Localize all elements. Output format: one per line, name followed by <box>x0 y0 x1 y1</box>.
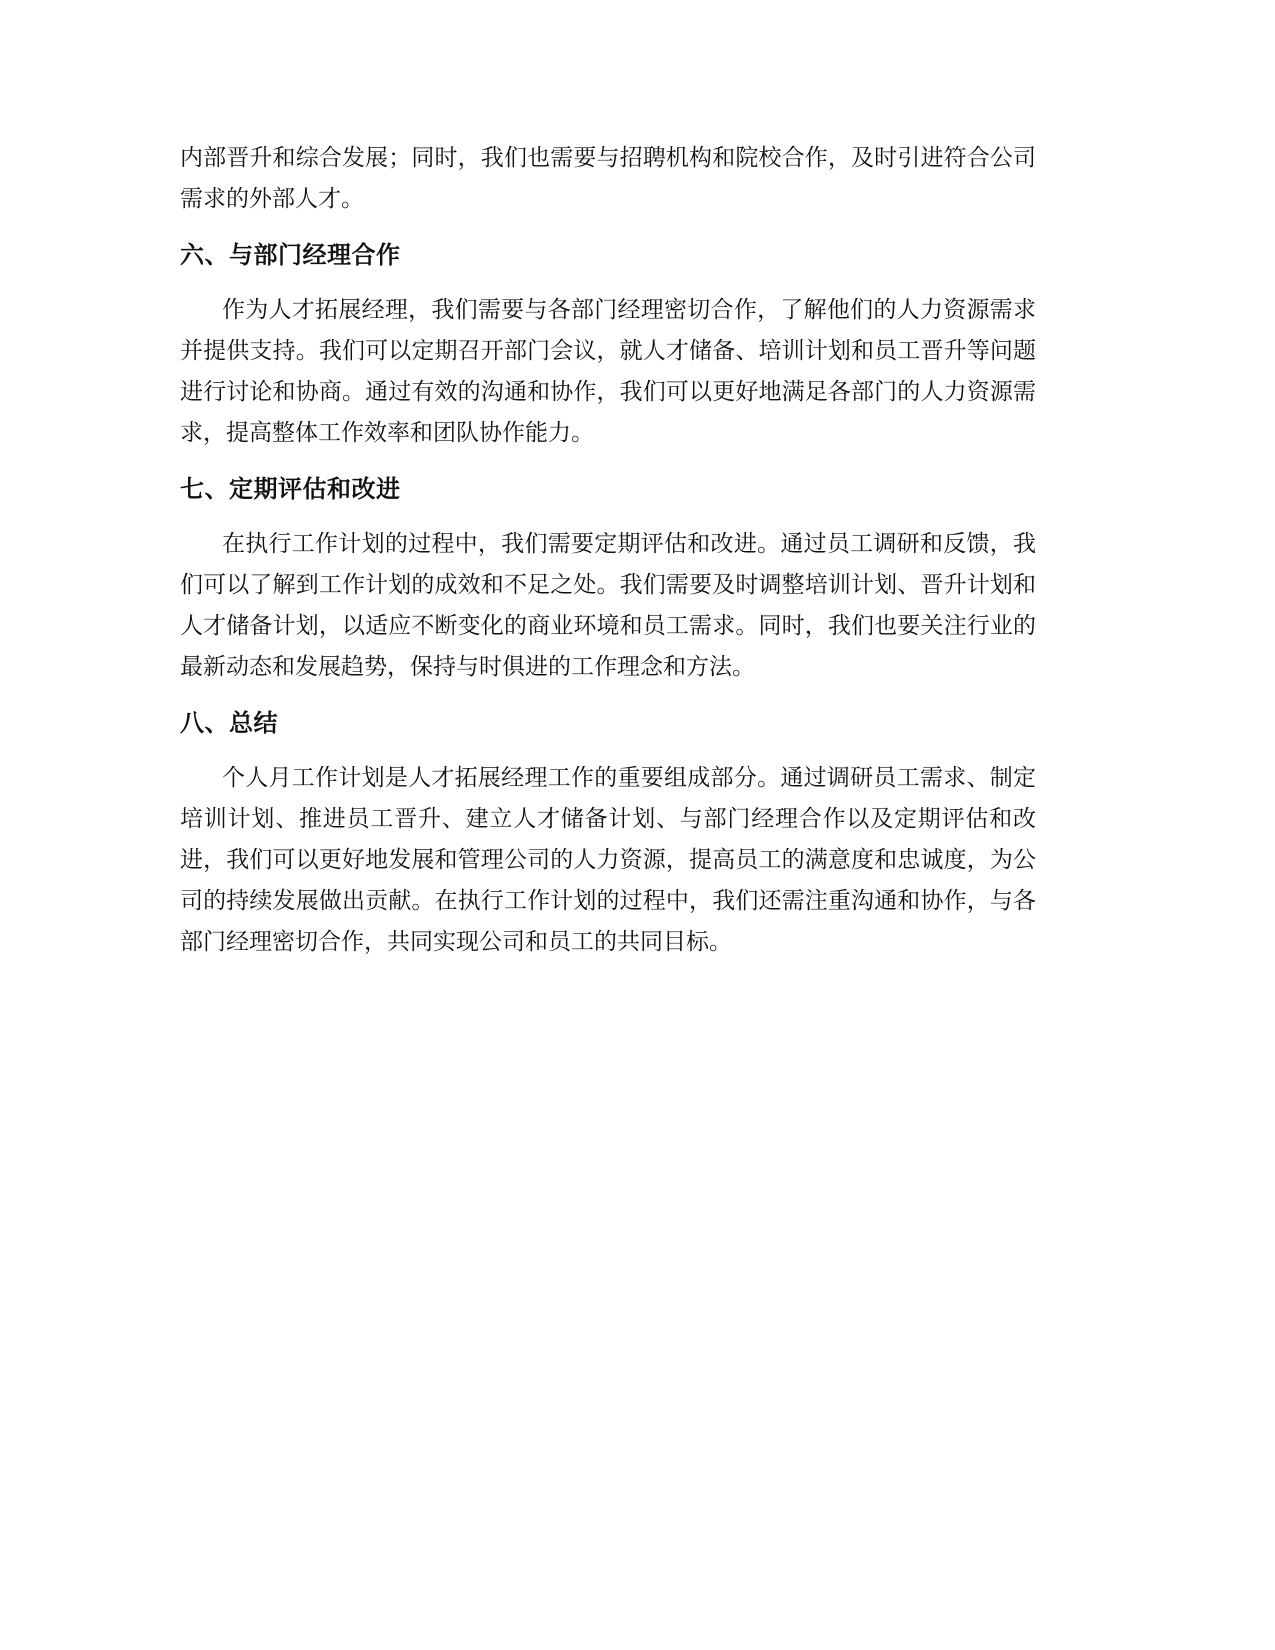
heading-spacer <box>180 506 1036 524</box>
section-spacer <box>180 454 1036 472</box>
section-spacer <box>180 220 1036 238</box>
section-body-6: 作为人才拓展经理，我们需要与各部门经理密切合作，了解他们的人力资源需求并提供支持。我们可以定期召开部门会议，就人才储备、培训计划和员工晋升等问题进行讨论和协商。通过有效的沟通和协作，我们可以更好地满足各部门的人力资源需求，提高整体工作效率和团队协作能力。 <box>180 297 1036 446</box>
heading-spacer <box>180 740 1036 758</box>
document-page <box>180 138 1036 963</box>
heading-spacer <box>180 272 1036 290</box>
section-body-8: 个人月工作计划是人才拓展经理工作的重要组成部分。通过调研员工需求、制定培训计划、推进员工晋升、建立人才储备计划、与部门经理合作以及定期评估和改进，我们可以更好地发展和管理公司的人力资源，提高员工的满意度和忠诚度，为公司的持续发展做出贡献。在执行工作计划的过程中，我们还需注重沟通和协作，与各部门经理密切合作，共同实现公司和员工的共同目标。 <box>180 765 1036 955</box>
intro-continuation-paragraph: 内部晋升和综合发展；同时，我们也需要与招聘机构和院校合作，及时引进符合公司需求的外部人才。 <box>180 145 1036 212</box>
section-heading-7: 七、定期评估和改进 <box>180 475 401 503</box>
section-spacer <box>180 688 1036 706</box>
section-heading-8: 八、总结 <box>180 709 278 737</box>
section-body-7: 在执行工作计划的过程中，我们需要定期评估和改进。通过员工调研和反馈，我们可以了解到工作计划的成效和不足之处。我们需要及时调整培训计划、晋升计划和人才储备计划，以适应不断变化的商业环境和员工需求。同时，我们也要关注行业的最新动态和发展趋势，保持与时俱进的工作理念和方法。 <box>180 531 1036 680</box>
section-heading-6: 六、与部门经理合作 <box>180 241 401 269</box>
